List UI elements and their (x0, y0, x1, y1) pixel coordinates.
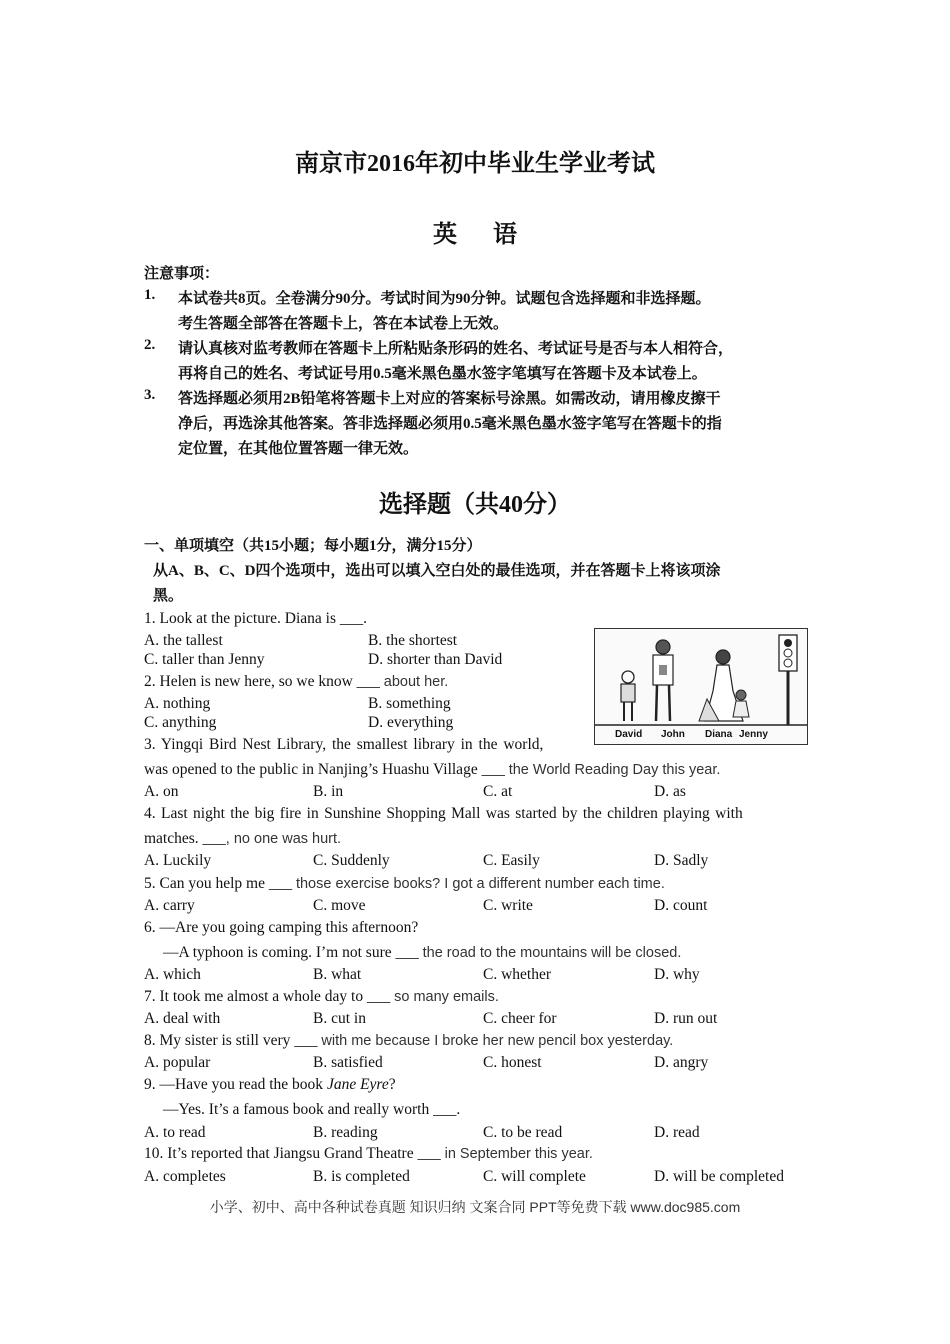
notice-line: 本试卷共8页。全卷满分90分。考试时间为90分钟。试题包含选择题和非选择题。 (178, 291, 711, 307)
option-b: C. move (313, 897, 366, 914)
question-stem (144, 673, 448, 691)
question-stem: 6. —Are you going camping this afternoon? (144, 919, 419, 936)
option-b: B. cut in (313, 1010, 366, 1027)
question-stem (144, 830, 341, 848)
stem-text: 8. My sister is still very ___ (144, 1032, 322, 1049)
page-footer: 小学、初中、高中各种试卷真题 知识归纳 文案合同 PPT等免费下载 www.doc985.com (209, 1199, 741, 1215)
notice-item-number: 1. (144, 287, 156, 303)
option-b: B. the shortest (368, 632, 458, 649)
option-a: A. Luckily (144, 852, 212, 869)
option-a: A. to read (144, 1124, 206, 1141)
question-stem (144, 1076, 396, 1094)
part-instruction: 从A、B、C、D四个选项中，选出可以填入空白处的最佳选项，并在答题卡上将该项涂 (153, 563, 721, 579)
picture-label: Jenny (739, 729, 768, 740)
option-a: A. completes (144, 1168, 226, 1185)
option-d: D. why (654, 966, 700, 983)
exam-title: 南京市2016年初中毕业生学业考试 (295, 151, 655, 177)
picture-label: John (661, 729, 685, 740)
option-c: C. to be read (483, 1124, 563, 1141)
notice-item-number: 3. (144, 387, 156, 403)
stem-text: was opened to the public in Nanjing’s Huashu Village ___ (144, 761, 509, 778)
question-stem (144, 1145, 593, 1163)
option-b: B. is completed (313, 1168, 410, 1185)
option-a: A. deal with (144, 1010, 221, 1027)
stem-text: 5. Can you help me ___ (144, 875, 296, 892)
option-a: A. on (144, 783, 179, 800)
question-stem: —Yes. It’s a famous book and really worth ___. (163, 1101, 461, 1118)
part-instruction: 黑。 (153, 588, 184, 604)
question-stem: 4. Last night the big fire in Sunshine Shopping Mall was started by the children playing with (144, 805, 743, 822)
stem-text: ? (388, 1076, 396, 1093)
exam-subject: 英语 (433, 222, 553, 248)
stem-text: 10. It’s reported that Jiangsu Grand Theatre ___ (144, 1145, 445, 1162)
option-d: D. everything (368, 714, 454, 731)
stem-text: , no one was hurt. (225, 831, 342, 847)
option-b: B. what (313, 966, 362, 983)
notice-item-number: 2. (144, 337, 156, 353)
option-c: C. taller than Jenny (144, 651, 265, 668)
question-stem (144, 875, 665, 893)
option-d: D. will be completed (654, 1168, 784, 1185)
stem-text: —A typhoon is coming. I’m not sure ___ (163, 944, 423, 961)
option-a: A. the tallest (144, 632, 223, 649)
section-title: 选择题（共40分） (379, 492, 571, 518)
option-c: C. cheer for (483, 1010, 557, 1027)
option-d: D. read (654, 1124, 700, 1141)
stem-text: matches. ___ (144, 830, 226, 847)
stem-text: 9. —Have you read the book (144, 1076, 327, 1093)
notice-line: 答选择题必须用2B铅笔将答题卡上对应的答案标号涂黑。如需改动，请用橡皮擦干 (178, 391, 721, 407)
stem-text: about her. (383, 674, 449, 690)
stem-text: the World Reading Day this year. (508, 762, 721, 778)
option-c: C. whether (483, 966, 552, 983)
people-traffic-light-illustration (595, 629, 807, 744)
option-a: A. nothing (144, 695, 211, 712)
question-stem (163, 944, 681, 962)
question-picture (594, 628, 808, 745)
book-title: Jane Eyre (326, 1076, 389, 1093)
question-stem (144, 1032, 673, 1050)
option-d: D. Sadly (654, 852, 709, 869)
notice-line: 净后，再选涂其他答案。答非选择题必须用0.5毫米黑色墨水签字笔写在答题卡的指 (178, 416, 722, 432)
stem-text: the road to the mountains will be closed. (422, 945, 682, 961)
notice-line: 定位置，在其他位置答题一律无效。 (178, 441, 419, 457)
question-stem (144, 988, 499, 1006)
option-a: A. carry (144, 897, 195, 914)
notice-heading: 注意事项： (144, 266, 220, 282)
option-c: C. write (483, 897, 533, 914)
stem-text: in September this year. (444, 1146, 593, 1162)
stem-text: so many emails. (394, 989, 499, 1005)
option-c: C. at (483, 783, 513, 800)
option-d: D. as (654, 783, 686, 800)
option-b: B. satisfied (313, 1054, 383, 1071)
option-d: D. angry (654, 1054, 709, 1071)
option-c: C. honest (483, 1054, 542, 1071)
stem-text: those exercise books? I got a different number each time. (295, 876, 665, 892)
stem-text: with me because I broke her new pencil box yesterday. (321, 1033, 674, 1049)
notice-line: 考生答题全部答在答题卡上，答在本试卷上无效。 (178, 316, 509, 332)
option-b: B. in (313, 783, 344, 800)
option-a: A. which (144, 966, 201, 983)
notice-line: 请认真核对监考教师在答题卡上所粘贴条形码的姓名、考试证号是否与本人相符合， (178, 341, 734, 357)
option-b: B. reading (313, 1124, 378, 1141)
option-b: B. something (368, 695, 451, 712)
question-stem: 1. Look at the picture. Diana is ___. (144, 610, 367, 627)
option-a: A. popular (144, 1054, 211, 1071)
stem-text: 7. It took me almost a whole day to ___ (144, 988, 395, 1005)
option-c: C. Easily (483, 852, 540, 869)
question-stem: 3. Yingqi Bird Nest Library, the smallest library in the world, (144, 736, 544, 753)
question-stem (144, 761, 720, 779)
option-c: C. will complete (483, 1168, 586, 1185)
part-heading: 一、单项填空（共15小题；每小题1分，满分15分） (144, 538, 482, 554)
stem-text: 2. Helen is new here, so we know ___ (144, 673, 384, 690)
option-d: D. run out (654, 1010, 718, 1027)
option-b: C. Suddenly (313, 852, 390, 869)
picture-label: David (615, 729, 643, 740)
picture-label: Diana (705, 729, 733, 740)
option-d: D. count (654, 897, 708, 914)
option-c: C. anything (144, 714, 217, 731)
notice-line: 再将自己的姓名、考试证号用0.5毫米黑色墨水签字笔填写在答题卡及本试卷上。 (178, 366, 707, 382)
option-d: D. shorter than David (368, 651, 503, 668)
